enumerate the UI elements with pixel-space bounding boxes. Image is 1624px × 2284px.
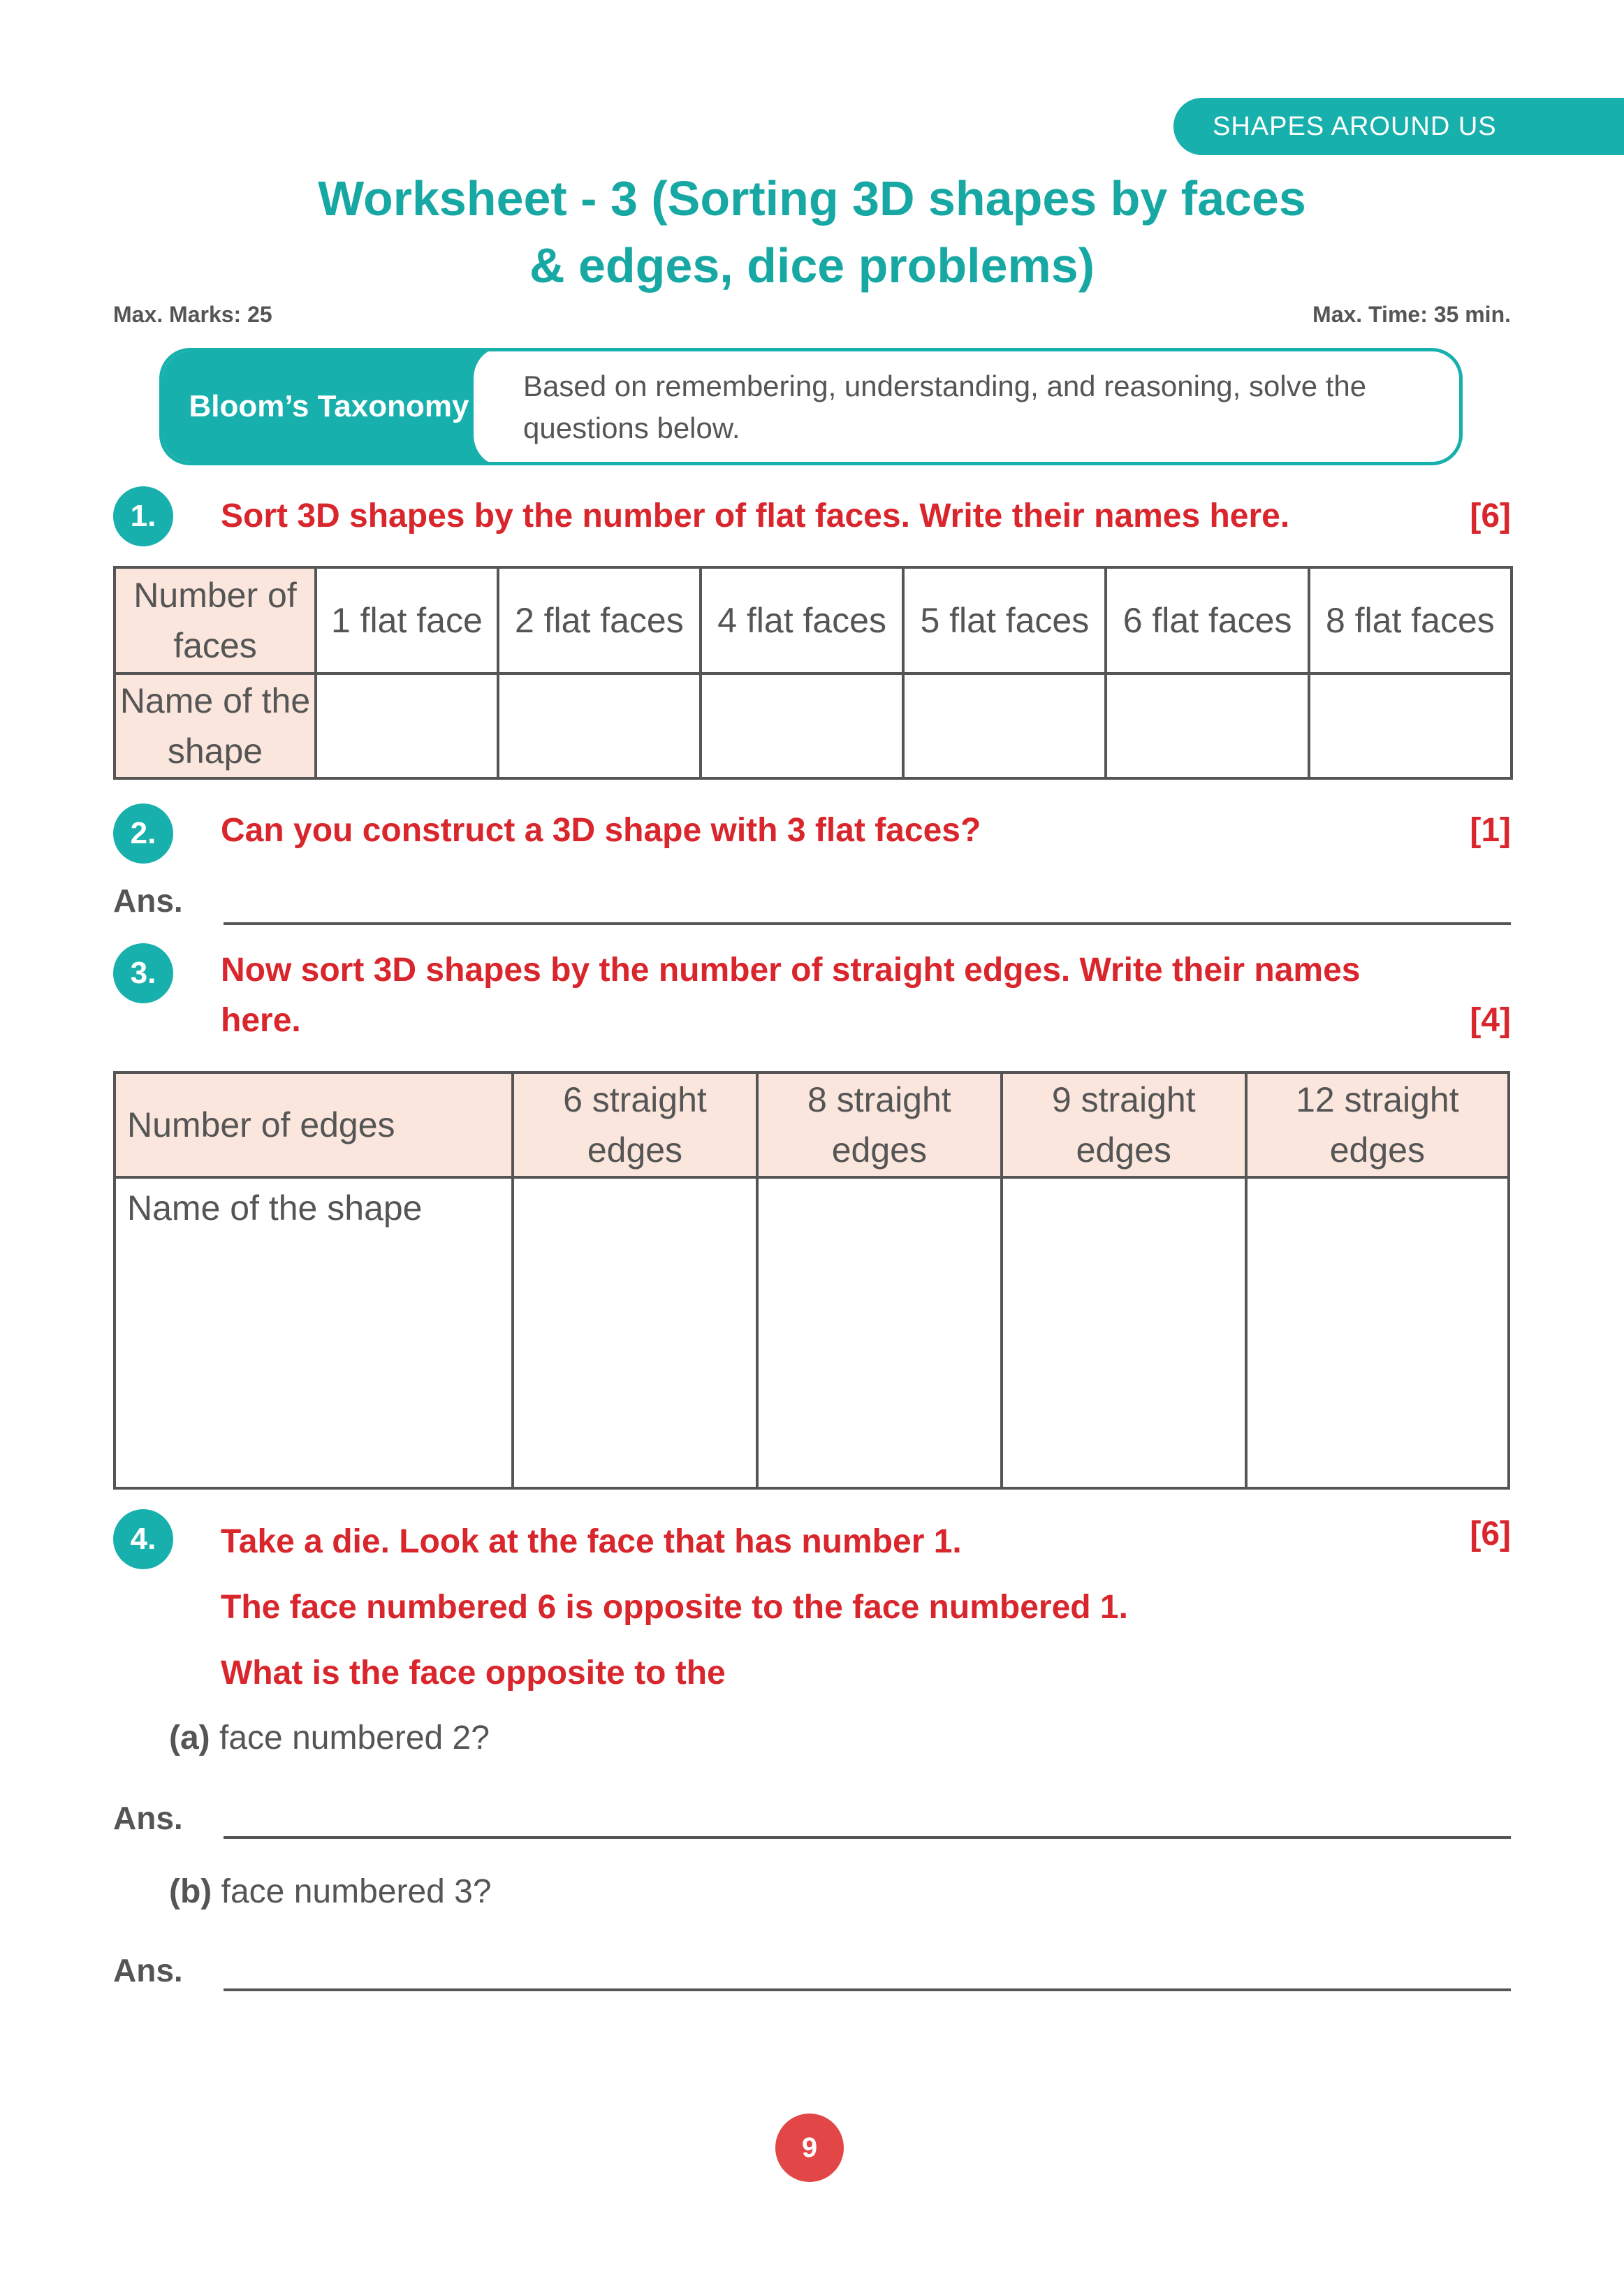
answer-cell[interactable] [513, 1177, 757, 1488]
bloom-taxonomy-box [159, 348, 1463, 465]
edges-col-2: 8 straight edges [757, 1072, 1002, 1177]
subquestion-b-label: (b) [169, 1873, 212, 1910]
subquestion-a [169, 1719, 490, 1757]
question-3-line-1: Now sort 3D shapes by the number of straight edges. Write their names [221, 952, 1361, 989]
question-3-line-2: here. [221, 1002, 301, 1039]
answer-cell[interactable] [498, 674, 701, 778]
subquestion-b-text: face numbered 3? [221, 1873, 492, 1910]
question-number-3: 3. [113, 943, 173, 1003]
edges-col-4: 12 straight edges [1246, 1072, 1509, 1177]
question-1-marks: [6] [1470, 497, 1511, 534]
question-2-text: Can you construct a 3D shape with 3 flat faces? [221, 812, 981, 849]
faces-col-1: 1 flat face [316, 567, 498, 674]
answer-line[interactable] [224, 1988, 1511, 1991]
answer-line[interactable] [224, 922, 1511, 925]
question-4-line-2: The face numbered 6 is opposite to the face numbered 1. [221, 1589, 1128, 1626]
answer-cell[interactable] [316, 674, 498, 778]
title-line-2: & edges, dice problems) [529, 238, 1095, 293]
page-number: 9 [775, 2114, 844, 2182]
shape-name-row-header: Name of the shape [115, 674, 316, 778]
answer-line[interactable] [224, 1836, 1511, 1839]
edges-row-header: Number of edges [115, 1072, 513, 1177]
faces-col-5: 6 flat faces [1106, 567, 1308, 674]
question-number-1: 1. [113, 486, 173, 546]
question-4-line-1: Take a die. Look at the face that has number 1. [221, 1523, 962, 1560]
question-3-text [221, 945, 1511, 1046]
answer-label: Ans. [113, 1800, 183, 1836]
answer-label: Ans. [113, 882, 183, 919]
edges-table [113, 1071, 1510, 1490]
question-4-text [221, 1509, 1128, 1706]
subquestion-a-label: (a) [169, 1719, 210, 1756]
question-number-4: 4. [113, 1509, 173, 1569]
max-marks: Max. Marks: 25 [113, 302, 272, 327]
question-number-2: 2. [113, 803, 173, 864]
faces-table [113, 566, 1513, 780]
title-line-1: Worksheet - 3 (Sorting 3D shapes by faces [318, 171, 1306, 226]
answer-cell[interactable] [701, 674, 903, 778]
question-1-text: Sort 3D shapes by the number of flat faces. Write their names here. [221, 497, 1290, 534]
edges-shape-row-header: Name of the shape [115, 1177, 513, 1488]
bloom-divider [470, 348, 529, 465]
edges-col-1: 6 straight edges [513, 1072, 757, 1177]
question-3-marks: [4] [1470, 1002, 1511, 1039]
chapter-banner: SHAPES AROUND US [1173, 98, 1624, 155]
answer-cell[interactable] [757, 1177, 1002, 1488]
faces-col-6: 8 flat faces [1309, 567, 1512, 674]
question-4-marks: [6] [1470, 1515, 1511, 1552]
answer-cell[interactable] [1106, 674, 1308, 778]
answer-cell[interactable] [1246, 1177, 1509, 1488]
answer-cell[interactable] [903, 674, 1106, 778]
faces-row-header: Number of faces [115, 567, 316, 674]
answer-cell[interactable] [1309, 674, 1512, 778]
faces-col-3: 4 flat faces [701, 567, 903, 674]
edges-col-3: 9 straight edges [1002, 1072, 1246, 1177]
faces-col-4: 5 flat faces [903, 567, 1106, 674]
answer-cell[interactable] [1002, 1177, 1246, 1488]
page-title [210, 165, 1414, 299]
subquestion-a-text: face numbered 2? [219, 1719, 490, 1756]
question-4-line-3: What is the face opposite to the [221, 1654, 726, 1692]
question-2-marks: [1] [1470, 812, 1511, 849]
bloom-taxonomy-label: Bloom’s Taxonomy [163, 351, 495, 462]
max-time: Max. Time: 35 min. [1312, 302, 1511, 327]
subquestion-b [169, 1872, 492, 1911]
answer-label: Ans. [113, 1952, 183, 1988]
bloom-instructions: Based on remembering, understanding, and reasoning, solve the questions below. [523, 370, 1367, 444]
faces-col-2: 2 flat faces [498, 567, 701, 674]
